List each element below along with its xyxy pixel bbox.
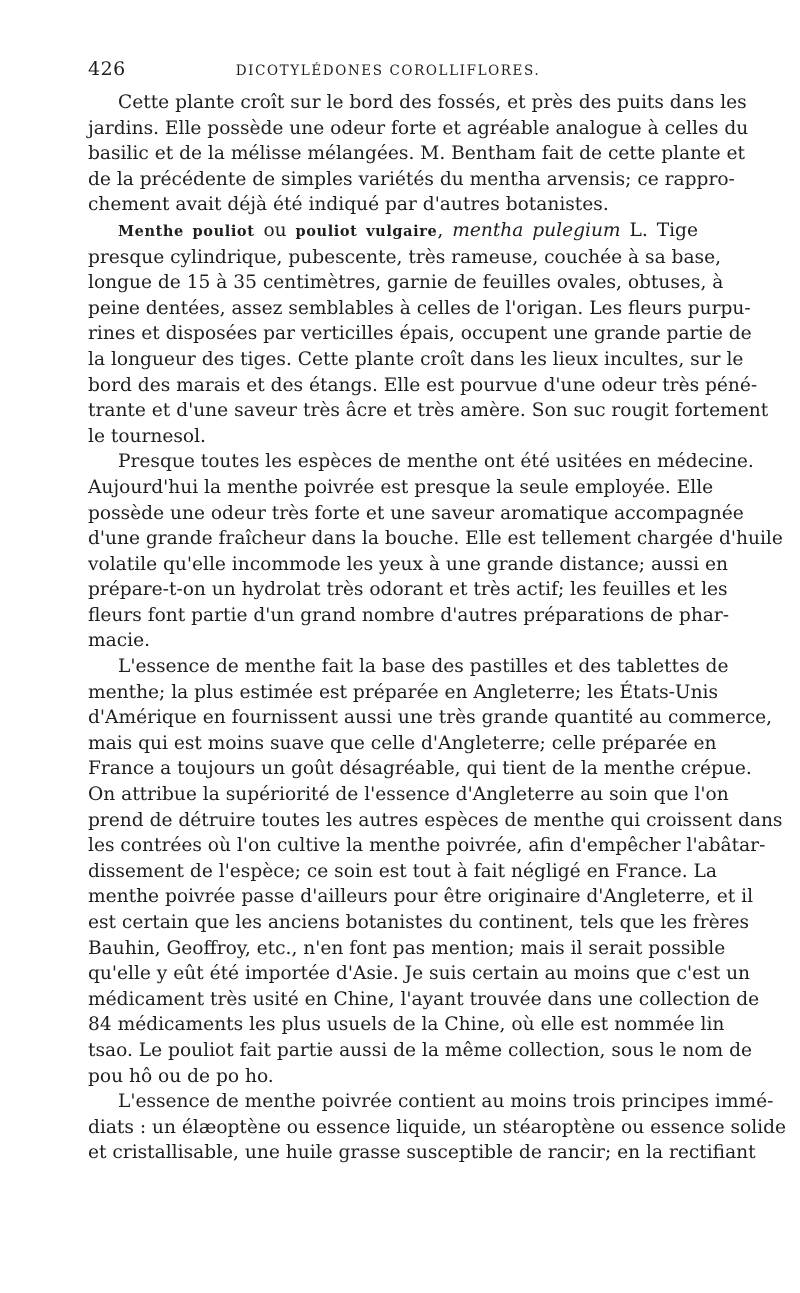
text-line: mais qui est moins suave que celle d'Angleterre; celle préparée en [88, 732, 717, 754]
text-line: longue de 15 à 35 centimètres, garnie de feuilles ovales, obtuses, à [88, 272, 724, 294]
text-line: basilic et de la mélisse mélangées. M. Bentham fait de cette plante et [88, 143, 746, 165]
text-line: est certain que les anciens botanistes du continent, tels que les frères [88, 912, 750, 933]
species-name: Menthe pouliot [118, 222, 255, 240]
text-line: les contrées où l'on cultive la menthe poivrée, afin d'empêcher l'abâtar- [88, 835, 766, 857]
text-line: trante et d'une saveur très âcre et très amère. Son suc rougit fortement [88, 400, 769, 422]
text-line: pou hô ou de po ho. [88, 1065, 274, 1087]
text-line: médicament très usité en Chine, l'ayant trouvée dans une collection de [88, 988, 760, 1010]
text-line: peine dentées, assez semblables à celles de l'origan. Les fleurs purpu- [88, 297, 751, 319]
text-line: d'une grande fraîcheur dans la bouche. Elle est tellement chargée d'huile [88, 528, 783, 550]
text-line: L'essence de menthe poivrée contient au moins trois principes immé- [118, 1091, 774, 1113]
text-line: prépare-t-on un hydrolat très odorant et très actif; les feuilles et les [88, 579, 728, 601]
conjunction: ou [254, 219, 296, 241]
text-line: Bauhin, Geoffroy, etc., n'en font pas mention; mais il serait possible [88, 937, 726, 959]
text-line: macie. [88, 630, 150, 652]
paragraph-2 [88, 218, 769, 449]
text-line: volatile qu'elle incommode les yeux à une grande distance; aussi en [88, 553, 728, 575]
text-line: d'Amérique en fournissent aussi une très grande quantité au commerce, [88, 707, 773, 729]
text-line: L'essence de menthe fait la base des pastilles et des tablettes de [118, 656, 729, 678]
text-line: rines et disposées par verticilles épais, occupent une grande partie de [88, 323, 752, 345]
text-line: On attribue la supériorité de l'essence d'Angleterre au soin que l'on [88, 784, 729, 806]
text-line: presque cylindrique, pubescente, très rameuse, couchée à sa base, [88, 246, 722, 268]
running-head: DICOTYLÉDONES COROLLIFLORES. [235, 63, 541, 79]
text-line: dissement de l'espèce; ce soin est tout à fait négligé en France. La [88, 860, 717, 882]
text-line: menthe; la plus estimée est préparée en Angleterre; les États-Unis [88, 681, 719, 703]
text-line: possède une odeur très forte et une saveur aromatique accompagnée [88, 502, 744, 524]
text-line: qu'elle y eût été importée d'Asie. Je suis certain au moins que c'est un [88, 963, 751, 985]
separator: , [437, 219, 453, 241]
book-page [88, 58, 787, 1166]
text-line: Presque toutes les espèces de menthe ont été usitées en médecine. [118, 451, 754, 473]
text-line: la longueur des tiges. Cette plante croît dans les lieux incultes, sur le [88, 348, 744, 370]
species-entry-line [88, 218, 698, 245]
paragraph-1 [88, 90, 749, 218]
text-line: menthe poivrée passe d'ailleurs pour être originaire d'Angleterre, et il [88, 886, 754, 908]
latin-name: mentha pulegium [452, 219, 621, 241]
paragraph-5 [88, 1089, 787, 1166]
species-synonym: pouliot vulgaire [295, 222, 438, 240]
paragraph-3 [88, 449, 783, 654]
page-number: 426 [88, 58, 126, 80]
text-line: le tournesol. [88, 425, 206, 447]
text-line: fleurs font partie d'un grand nombre d'autres préparations de phar- [88, 604, 730, 626]
text-line: et cristallisable, une huile grasse susceptible de rancir; en la rectifiant [88, 1142, 756, 1164]
text-line: France a toujours un goût désagréable, qui tient de la menthe crépue. [88, 758, 752, 780]
text-line: chement avait déjà été indiqué par d'autres botanistes. [88, 194, 609, 216]
paragraph-4 [88, 654, 783, 1089]
text-line: jardins. Elle possède une odeur forte et agréable analogue à celles du [88, 117, 749, 139]
text-line: de la précédente de simples variétés du mentha arvensis; ce rappro- [88, 168, 735, 190]
entry-continuation: L. Tige [620, 219, 698, 241]
text-line: prend de détruire toutes les autres espèces de menthe qui croissent dans [88, 809, 783, 831]
text-line: bord des marais et des étangs. Elle est pourvue d'une odeur très péné- [88, 374, 758, 396]
text-line: diats : un élæoptène ou essence liquide, un stéaroptène ou essence solide [88, 1116, 787, 1138]
text-line: Aujourd'hui la menthe poivrée est presque la seule employée. Elle [88, 476, 714, 498]
page-header [88, 58, 698, 84]
text-line: Cette plante croît sur le bord des fossés, et près des puits dans les [118, 92, 747, 113]
text-line: 84 médicaments les plus usuels de la Chine, où elle est nommée lin [88, 1014, 725, 1036]
text-line: tsao. Le pouliot fait partie aussi de la même collection, sous le nom de [88, 1039, 753, 1061]
